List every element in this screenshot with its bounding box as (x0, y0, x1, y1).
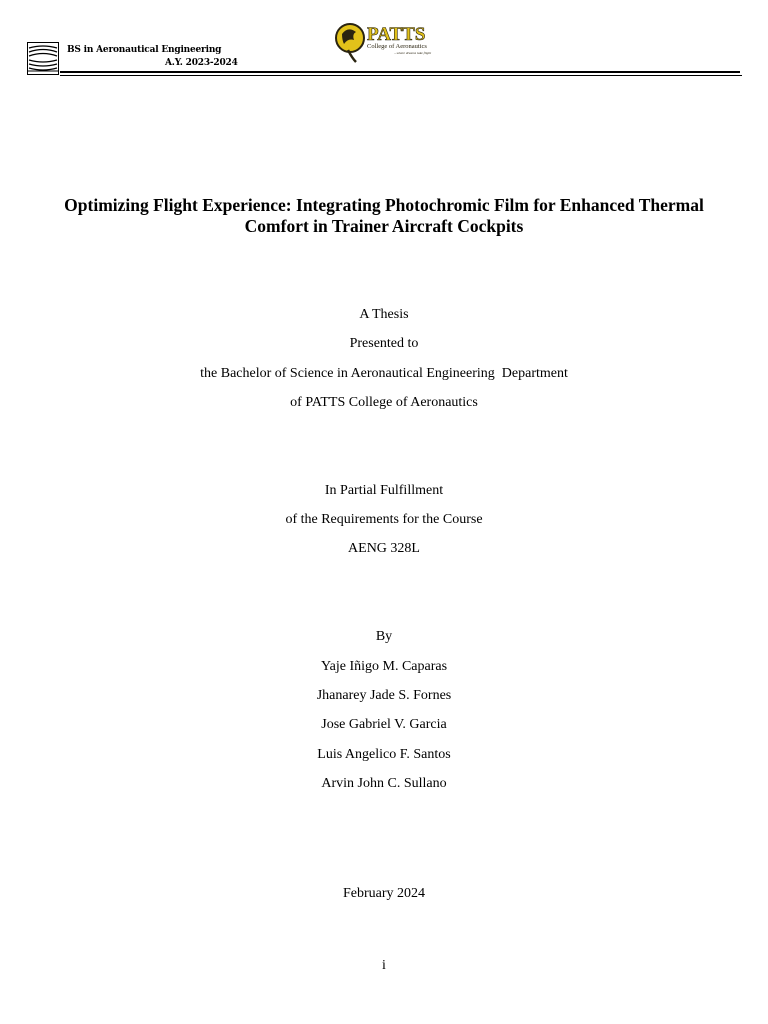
fulfillment-line-1: In Partial Fulfillment (324, 483, 444, 498)
author-name: Jose Gabriel V. Garcia (321, 717, 447, 732)
logo-subtitle: College of Aeronautics (367, 43, 427, 50)
thesis-title: Optimizing Flight Experience: Integrating Photochromic Film for Enhanced Thermal Comfort in Trainer Aircraft Cockpits (64, 195, 704, 236)
course-code: AENG 328L (348, 541, 420, 556)
presentation-line-1: A Thesis (359, 307, 409, 322)
by-label: By (375, 629, 393, 644)
author-name: Jhanarey Jade S. Fornes (316, 688, 452, 703)
author-name: Arvin John C. Sullano (321, 776, 447, 791)
header-rule-thin (60, 75, 742, 76)
header-rule-thick (60, 71, 740, 73)
presentation-line-4: of PATTS College of Aeronautics (290, 395, 478, 410)
author-name: Yaje Iñigo M. Caparas (320, 659, 448, 674)
logo-name: PATTS (367, 24, 426, 45)
submission-date: February 2024 (342, 886, 426, 901)
presentation-line-2: Presented to (349, 336, 419, 351)
presentation-line-3: the Bachelor of Science in Aeronautical Engineering Department (200, 366, 568, 381)
author-name: Luis Angelico F. Santos (317, 747, 451, 762)
header-department: BS in Aeronautical Engineering (67, 45, 222, 55)
page-number: i (382, 958, 386, 973)
logo-tagline: ...where dreams take flight (394, 51, 432, 55)
fulfillment-line-2: of the Requirements for the Course (285, 512, 483, 527)
patts-logo (334, 22, 438, 64)
header-academic-year: A.Y. 2023-2024 (165, 58, 238, 68)
eagle-icon (336, 24, 364, 62)
department-logo-icon (27, 42, 59, 75)
